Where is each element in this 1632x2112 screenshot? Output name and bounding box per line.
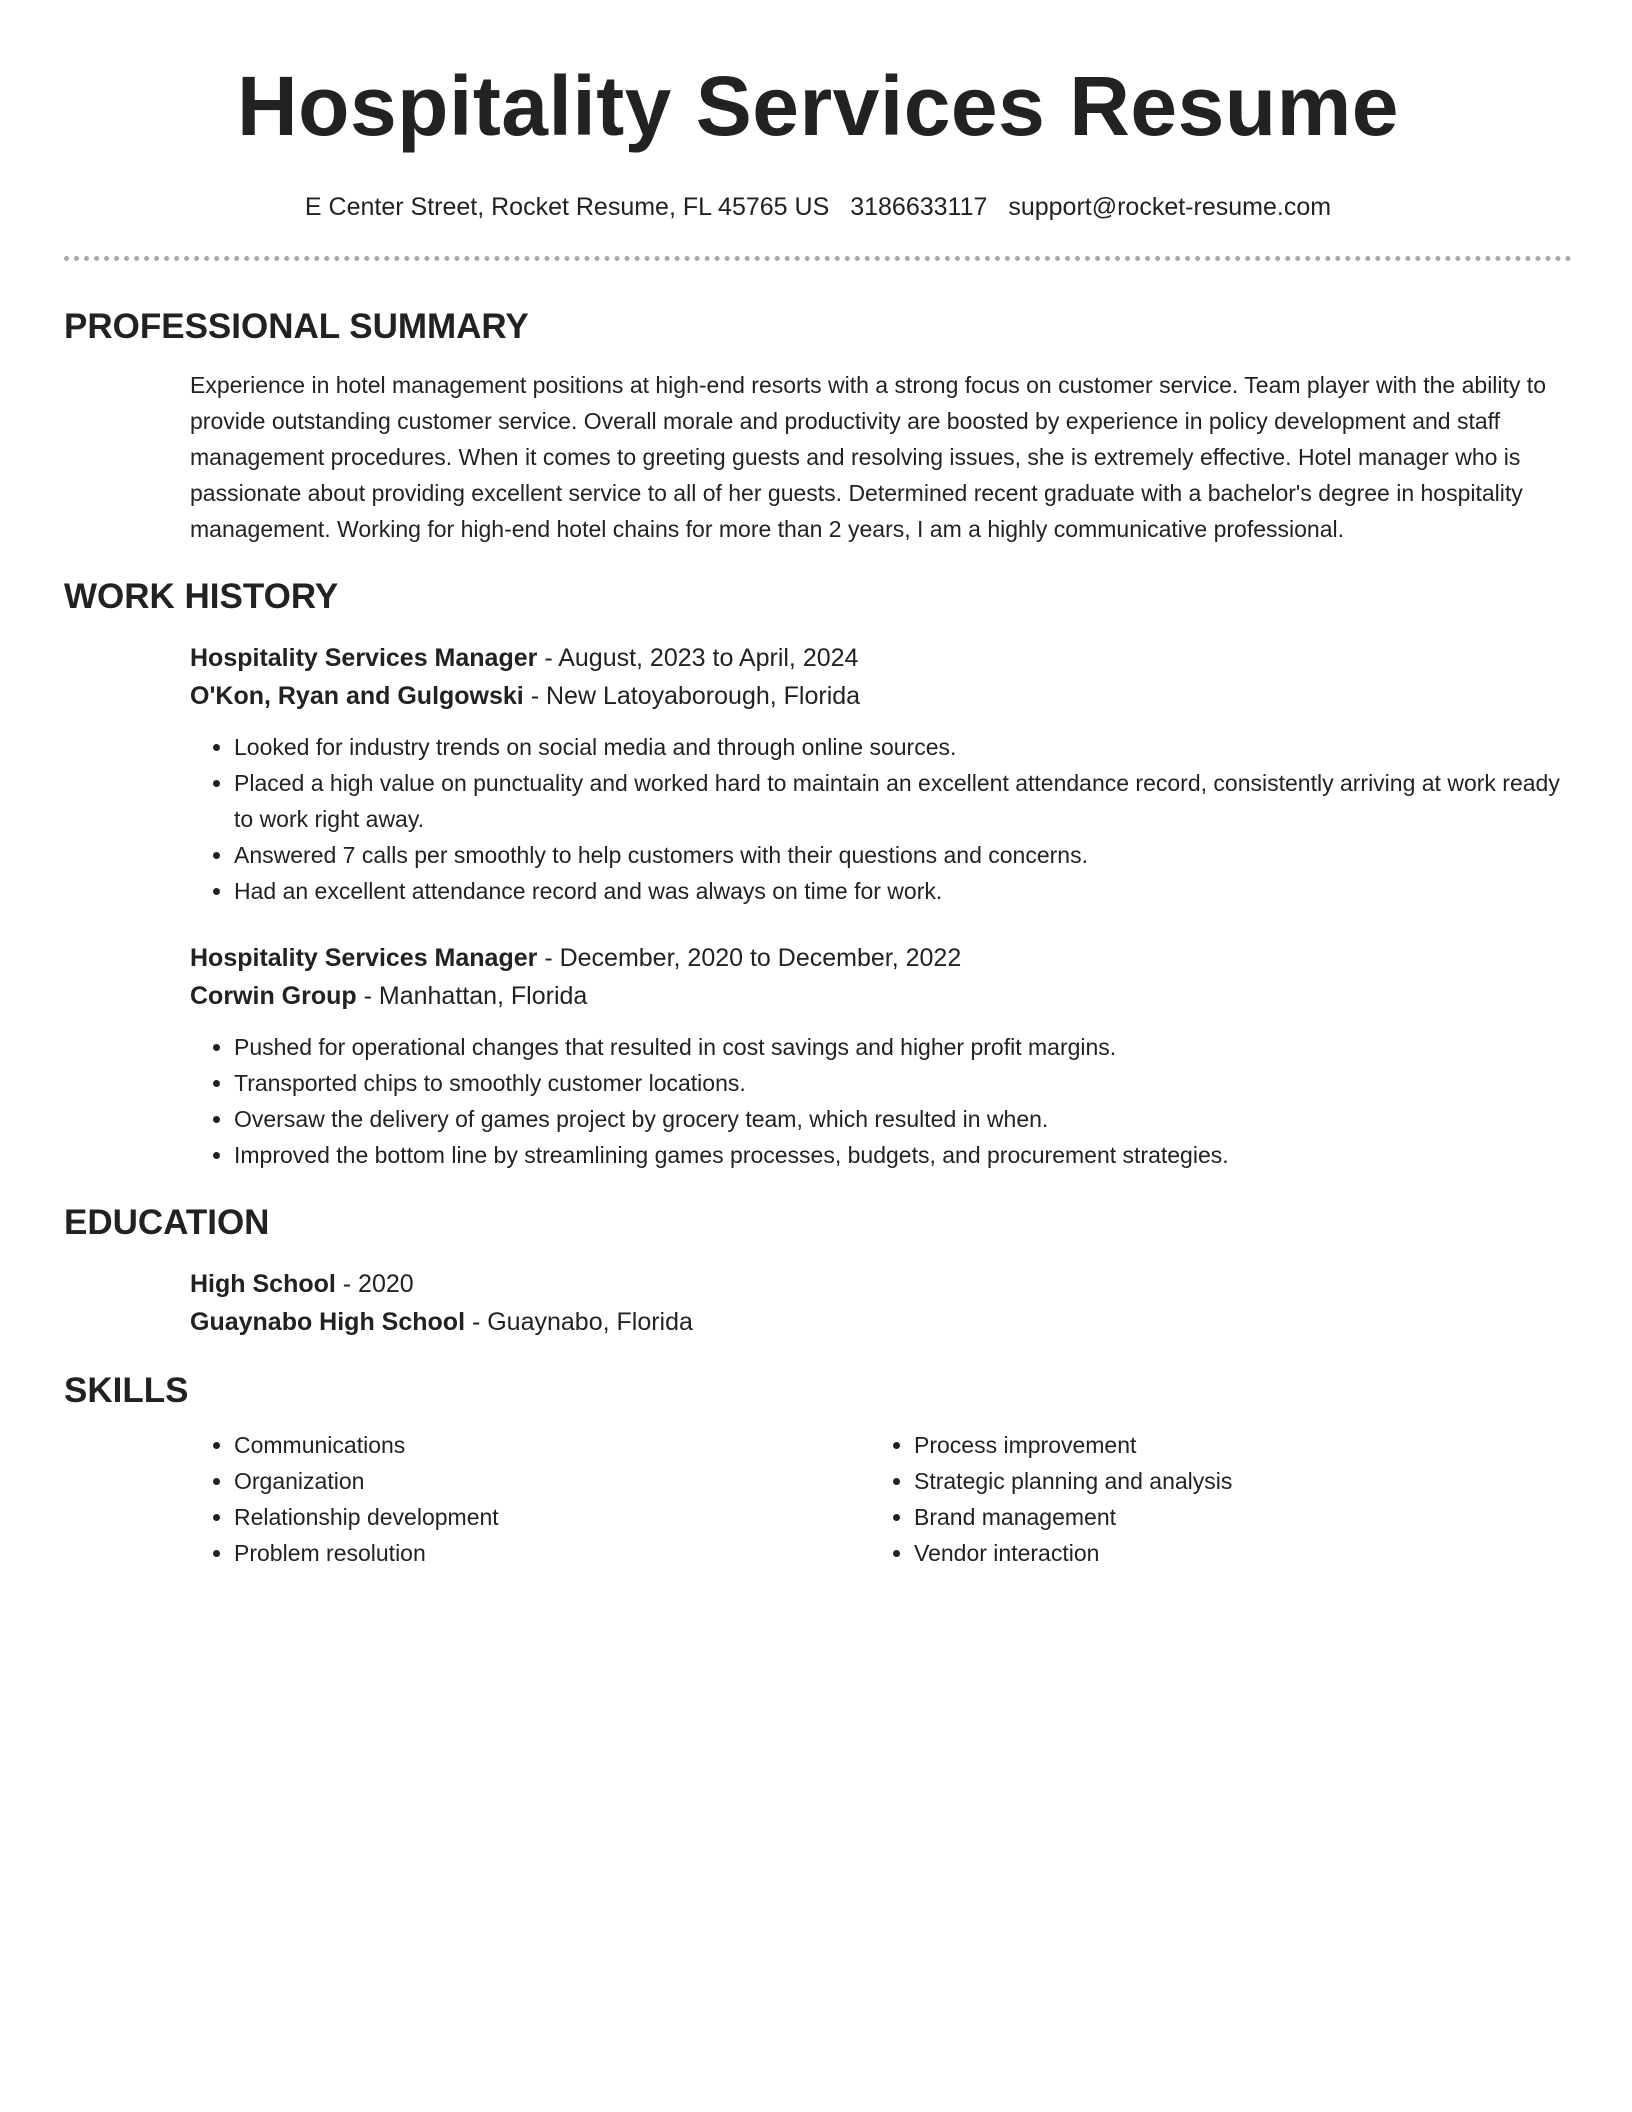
summary-body [190, 367, 1572, 547]
summary-text: Experience in hotel management positions at high-end resorts with a strong focus on customer service. Team player with the ability to provide outstanding customer service. Overall morale and productivity are boosted by experience in policy development and staff management procedures. When it comes to greeting guests and resolving issues, she is extremely effective. Hotel manager who is passionate about providing excellent service to all of her guests. Determined recent graduate with a bachelor's degree in hospitality management. Working for high-end hotel chains for more than 2 years, I am a highly communicative professional. [190, 372, 1546, 542]
skill-item: • Process improvement [914, 1427, 1550, 1463]
education-school-line [190, 1303, 1572, 1341]
summary-heading: PROFESSIONAL SUMMARY [64, 307, 529, 346]
job-company: O'Kon, Ryan and Gulgowski [190, 682, 524, 710]
education-school: Guaynabo High School [190, 1308, 466, 1336]
summary-section [64, 305, 1572, 547]
skills-list-right [870, 1427, 1550, 1571]
job-role: Hospitality Services Manager [190, 644, 538, 672]
job-role: Hospitality Services Manager [190, 944, 538, 972]
skill-item: • Strategic planning and analysis [914, 1463, 1550, 1499]
job-role-line [190, 639, 1572, 677]
education-heading: EDUCATION [64, 1203, 270, 1242]
job-bullet: • Transported chips to smoothly customer locations. [234, 1065, 1572, 1101]
work-heading: WORK HISTORY [64, 577, 339, 616]
job-dates: - December, 2020 to December, 2022 [537, 944, 962, 972]
job-company-line [190, 677, 1572, 715]
education-year: - 2020 [335, 1270, 414, 1298]
job-entry [190, 639, 1572, 909]
work-section [64, 575, 1572, 1173]
job-company-line [190, 977, 1572, 1015]
education-section [64, 1201, 1572, 1341]
skill-item: • Problem resolution [234, 1535, 870, 1571]
job-location: - Manhattan, Florida [356, 982, 588, 1010]
resume-title: Hospitality Services Resume [236, 59, 1400, 153]
job-bullet: • Placed a high value on punctuality and worked hard to maintain an excellent attendance record, consistently arriving at work ready to work right away. [234, 765, 1572, 837]
skill-item: • Communications [234, 1427, 870, 1463]
job-dates: - August, 2023 to April, 2024 [537, 644, 859, 672]
contact-phone: 3186633117 [850, 193, 988, 221]
skills-section [64, 1369, 1572, 1571]
job-entry [190, 939, 1572, 1173]
skill-item: • Relationship development [234, 1499, 870, 1535]
education-body [190, 1265, 1572, 1341]
job-location: - New Latoyaborough, Florida [523, 682, 861, 710]
contact-email[interactable]: support@rocket-resume.com [1008, 193, 1332, 221]
job-bullet: • Oversaw the delivery of games project by grocery team, which resulted in when. [234, 1101, 1572, 1137]
education-degree-line [190, 1265, 1572, 1303]
job-role-line [190, 939, 1572, 977]
job-bullet: • Pushed for operational changes that resulted in cost savings and higher profit margins. [234, 1029, 1572, 1065]
job-company: Corwin Group [190, 982, 357, 1010]
education-degree: High School [190, 1270, 336, 1298]
skill-item: • Brand management [914, 1499, 1550, 1535]
education-location: - Guaynabo, Florida [465, 1308, 693, 1336]
job-bullet: • Looked for industry trends on social media and through online sources. [234, 729, 1572, 765]
skills-list-left [190, 1427, 870, 1571]
resume-header [64, 0, 1572, 222]
skills-grid [190, 1427, 1572, 1571]
work-body [190, 639, 1572, 1173]
job-bullet: • Had an excellent attendance record and was always on time for work. [234, 873, 1572, 909]
contact-line [64, 192, 1572, 222]
job-bullets [190, 729, 1572, 909]
job-bullet: • Answered 7 calls per smoothly to help customers with their questions and concerns. [234, 837, 1572, 873]
skill-item: • Organization [234, 1463, 870, 1499]
contact-address: E Center Street, Rocket Resume, FL 45765 US [304, 193, 830, 221]
job-bullets [190, 1029, 1572, 1173]
header-divider [64, 256, 1572, 261]
job-bullet: • Improved the bottom line by streamlining games processes, budgets, and procurement strategies. [234, 1137, 1572, 1173]
skill-item: • Vendor interaction [914, 1535, 1550, 1571]
resume-page [64, 0, 1572, 1571]
skills-heading: SKILLS [64, 1371, 189, 1410]
